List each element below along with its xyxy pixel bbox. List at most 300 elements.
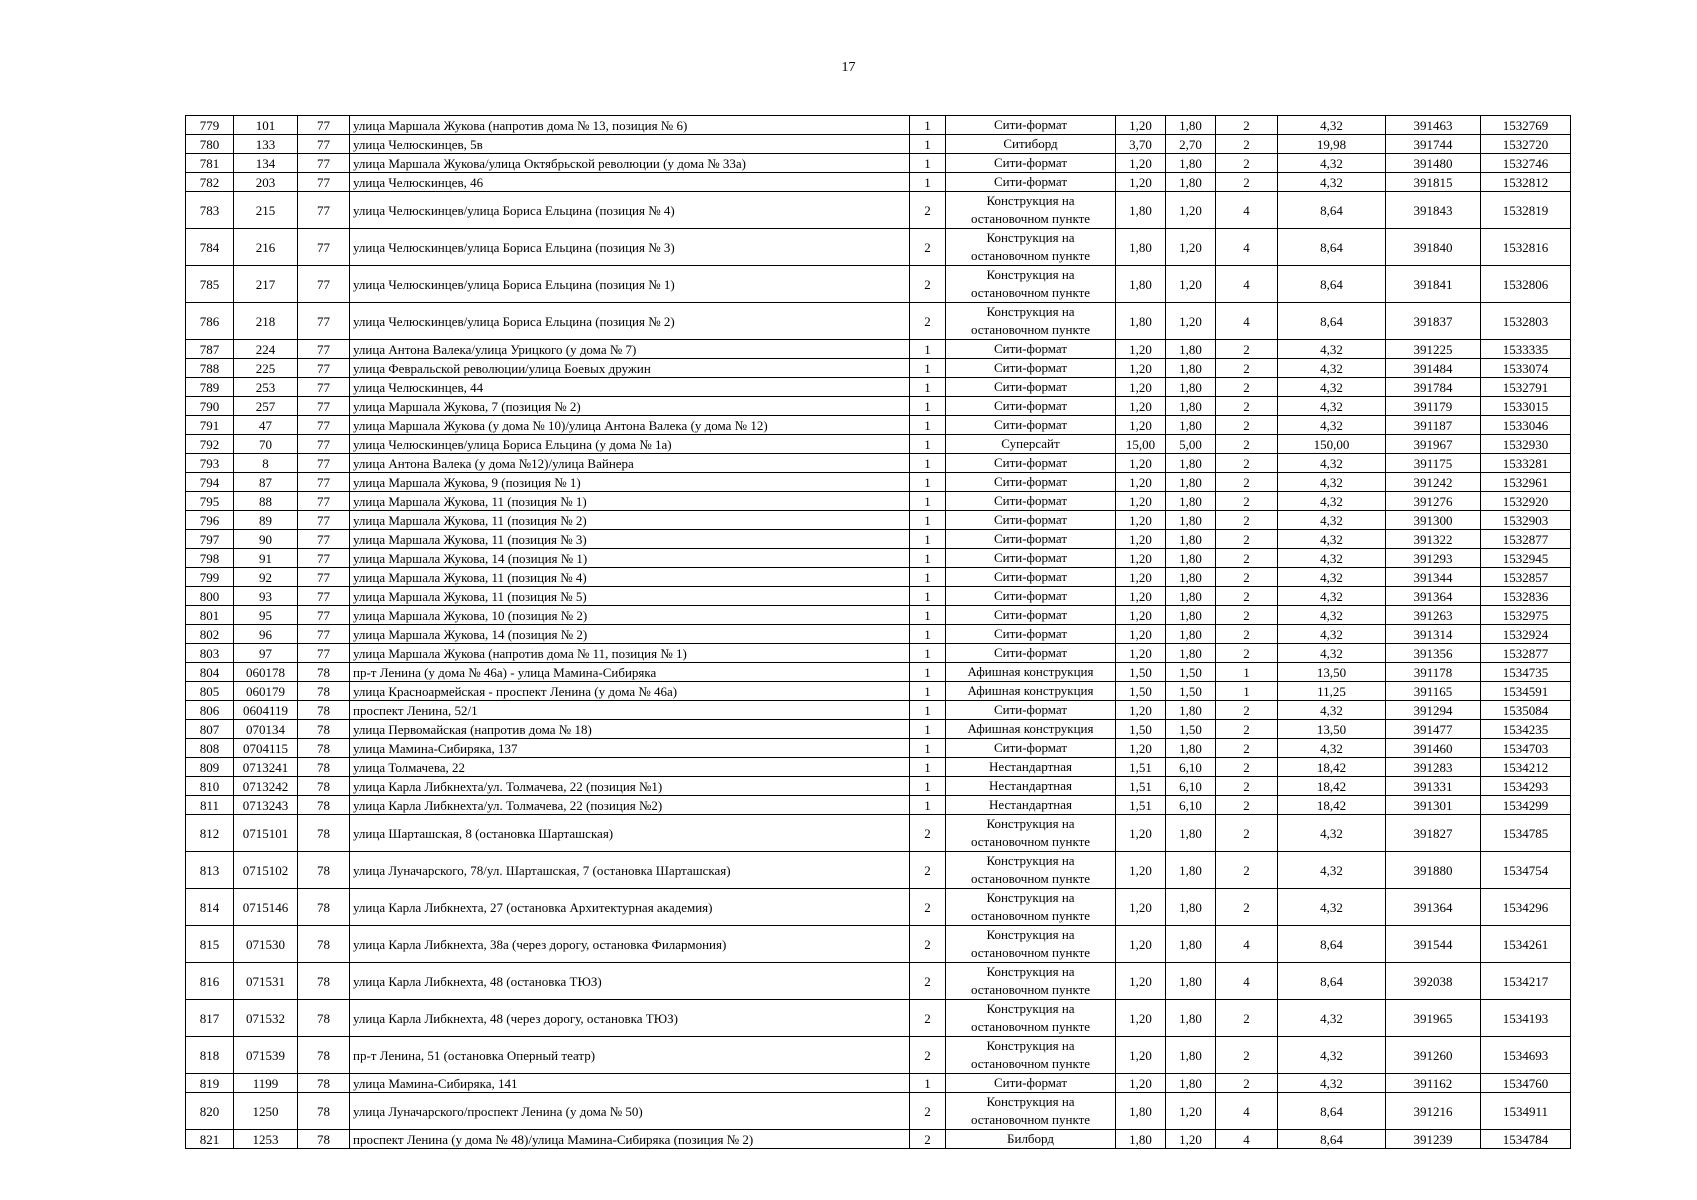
construction-type-cell: Сити-формат	[946, 625, 1116, 644]
object-id-cell: 70	[234, 435, 298, 454]
address-cell: улица Антона Валека/улица Урицкого (у дома № 7)	[350, 340, 910, 359]
height-cell: 2,70	[1166, 135, 1216, 154]
height-cell: 1,80	[1166, 154, 1216, 173]
coord-y-cell: 1532791	[1481, 378, 1571, 397]
coord-x-cell: 391239	[1386, 1130, 1481, 1149]
surface-count-cell: 2	[1216, 587, 1278, 606]
area-cell: 4,32	[1278, 378, 1386, 397]
table-row	[186, 154, 1571, 173]
address-cell: улица Карла Либкнехта/ул. Толмачева, 22 (позиция №1)	[350, 777, 910, 796]
coord-x-cell: 391179	[1386, 397, 1481, 416]
row-number-cell: 799	[186, 568, 234, 587]
district-code-cell: 78	[298, 663, 350, 682]
coord-x-cell: 391162	[1386, 1074, 1481, 1093]
sides-cell: 1	[910, 492, 946, 511]
address-cell: улица Маршала Жукова, 9 (позиция № 1)	[350, 473, 910, 492]
address-cell: улица Первомайская (напротив дома № 18)	[350, 720, 910, 739]
row-number-cell: 789	[186, 378, 234, 397]
width-cell: 1,20	[1116, 473, 1166, 492]
district-code-cell: 77	[298, 154, 350, 173]
width-cell: 1,20	[1116, 549, 1166, 568]
row-number-cell: 790	[186, 397, 234, 416]
table-row	[186, 530, 1571, 549]
construction-type-cell: Конструкция на остановочном пункте	[946, 1000, 1116, 1037]
table-row	[186, 587, 1571, 606]
height-cell: 1,20	[1166, 1093, 1216, 1130]
surface-count-cell: 2	[1216, 116, 1278, 135]
table-row	[186, 116, 1571, 135]
height-cell: 6,10	[1166, 777, 1216, 796]
coord-x-cell: 391322	[1386, 530, 1481, 549]
construction-type-cell: Нестандартная	[946, 758, 1116, 777]
construction-type-cell: Конструкция на остановочном пункте	[946, 1037, 1116, 1074]
area-cell: 4,32	[1278, 154, 1386, 173]
height-cell: 1,80	[1166, 1000, 1216, 1037]
row-number-cell: 804	[186, 663, 234, 682]
surface-count-cell: 2	[1216, 796, 1278, 815]
width-cell: 1,20	[1116, 963, 1166, 1000]
district-code-cell: 77	[298, 511, 350, 530]
address-cell: улица Маршала Жукова, 11 (позиция № 1)	[350, 492, 910, 511]
coord-y-cell: 1532836	[1481, 587, 1571, 606]
row-number-cell: 814	[186, 889, 234, 926]
area-cell: 8,64	[1278, 963, 1386, 1000]
sides-cell: 1	[910, 682, 946, 701]
surface-count-cell: 2	[1216, 359, 1278, 378]
height-cell: 1,20	[1166, 303, 1216, 340]
coord-y-cell: 1532945	[1481, 549, 1571, 568]
coord-y-cell: 1533281	[1481, 454, 1571, 473]
coord-x-cell: 391225	[1386, 340, 1481, 359]
width-cell: 1,80	[1116, 303, 1166, 340]
width-cell: 1,20	[1116, 116, 1166, 135]
width-cell: 1,20	[1116, 644, 1166, 663]
area-cell: 18,42	[1278, 796, 1386, 815]
width-cell: 1,51	[1116, 777, 1166, 796]
coord-y-cell: 1534760	[1481, 1074, 1571, 1093]
address-cell: улица Маршала Жукова, 11 (позиция № 4)	[350, 568, 910, 587]
surface-count-cell: 2	[1216, 701, 1278, 720]
surface-count-cell: 2	[1216, 340, 1278, 359]
surface-count-cell: 2	[1216, 758, 1278, 777]
object-id-cell: 215	[234, 192, 298, 229]
district-code-cell: 77	[298, 192, 350, 229]
table-row	[186, 549, 1571, 568]
width-cell: 1,20	[1116, 587, 1166, 606]
coord-x-cell: 391175	[1386, 454, 1481, 473]
sides-cell: 1	[910, 720, 946, 739]
coord-x-cell: 391260	[1386, 1037, 1481, 1074]
object-id-cell: 0713242	[234, 777, 298, 796]
coord-x-cell: 391187	[1386, 416, 1481, 435]
row-number-cell: 792	[186, 435, 234, 454]
table-row	[186, 266, 1571, 303]
height-cell: 1,80	[1166, 511, 1216, 530]
height-cell: 1,80	[1166, 492, 1216, 511]
width-cell: 1,20	[1116, 359, 1166, 378]
district-code-cell: 78	[298, 963, 350, 1000]
district-code-cell: 77	[298, 435, 350, 454]
coord-x-cell: 391837	[1386, 303, 1481, 340]
table-row	[186, 1130, 1571, 1149]
coord-y-cell: 1534293	[1481, 777, 1571, 796]
height-cell: 1,80	[1166, 378, 1216, 397]
sides-cell: 1	[910, 116, 946, 135]
sides-cell: 2	[910, 926, 946, 963]
sides-cell: 2	[910, 192, 946, 229]
table-row	[186, 397, 1571, 416]
sides-cell: 2	[910, 1037, 946, 1074]
district-code-cell: 78	[298, 720, 350, 739]
object-id-cell: 93	[234, 587, 298, 606]
table-row	[186, 796, 1571, 815]
sides-cell: 1	[910, 587, 946, 606]
construction-type-cell: Конструкция на остановочном пункте	[946, 266, 1116, 303]
coord-y-cell: 1534754	[1481, 852, 1571, 889]
address-cell: улица Челюскинцев, 5в	[350, 135, 910, 154]
row-number-cell: 809	[186, 758, 234, 777]
coord-x-cell: 391216	[1386, 1093, 1481, 1130]
coord-x-cell: 391965	[1386, 1000, 1481, 1037]
construction-type-cell: Сити-формат	[946, 154, 1116, 173]
surface-count-cell: 2	[1216, 889, 1278, 926]
surface-count-cell: 4	[1216, 1130, 1278, 1149]
object-id-cell: 253	[234, 378, 298, 397]
coord-x-cell: 391827	[1386, 815, 1481, 852]
surface-count-cell: 2	[1216, 739, 1278, 758]
construction-type-cell: Сити-формат	[946, 587, 1116, 606]
area-cell: 4,32	[1278, 530, 1386, 549]
coord-y-cell: 1534217	[1481, 963, 1571, 1000]
object-id-cell: 0713241	[234, 758, 298, 777]
object-id-cell: 1253	[234, 1130, 298, 1149]
district-code-cell: 78	[298, 889, 350, 926]
coord-x-cell: 391331	[1386, 777, 1481, 796]
area-cell: 8,64	[1278, 926, 1386, 963]
construction-type-cell: Афишная конструкция	[946, 682, 1116, 701]
object-id-cell: 91	[234, 549, 298, 568]
sides-cell: 1	[910, 154, 946, 173]
coord-y-cell: 1534735	[1481, 663, 1571, 682]
district-code-cell: 77	[298, 416, 350, 435]
area-cell: 4,32	[1278, 644, 1386, 663]
area-cell: 4,32	[1278, 511, 1386, 530]
width-cell: 1,50	[1116, 720, 1166, 739]
construction-type-cell: Конструкция на остановочном пункте	[946, 192, 1116, 229]
area-cell: 4,32	[1278, 473, 1386, 492]
row-number-cell: 791	[186, 416, 234, 435]
table-row	[186, 606, 1571, 625]
area-cell: 4,32	[1278, 416, 1386, 435]
row-number-cell: 783	[186, 192, 234, 229]
coord-y-cell: 1534785	[1481, 815, 1571, 852]
width-cell: 1,20	[1116, 173, 1166, 192]
construction-type-cell: Афишная конструкция	[946, 720, 1116, 739]
row-number-cell: 797	[186, 530, 234, 549]
width-cell: 1,20	[1116, 378, 1166, 397]
table-row	[186, 135, 1571, 154]
address-cell: улица Челюскинцев/улица Бориса Ельцина (позиция № 1)	[350, 266, 910, 303]
area-cell: 4,32	[1278, 1037, 1386, 1074]
coord-y-cell: 1533074	[1481, 359, 1571, 378]
coord-y-cell: 1533015	[1481, 397, 1571, 416]
row-number-cell: 813	[186, 852, 234, 889]
table-row	[186, 889, 1571, 926]
district-code-cell: 77	[298, 530, 350, 549]
sides-cell: 1	[910, 568, 946, 587]
object-id-cell: 203	[234, 173, 298, 192]
table-row	[186, 359, 1571, 378]
height-cell: 1,80	[1166, 963, 1216, 1000]
address-cell: улица Антона Валека (у дома №12)/улица Вайнера	[350, 454, 910, 473]
area-cell: 4,32	[1278, 625, 1386, 644]
width-cell: 1,20	[1116, 1037, 1166, 1074]
height-cell: 1,80	[1166, 815, 1216, 852]
construction-type-cell: Конструкция на остановочном пункте	[946, 852, 1116, 889]
sides-cell: 1	[910, 473, 946, 492]
district-code-cell: 78	[298, 701, 350, 720]
table-row	[186, 568, 1571, 587]
district-code-cell: 78	[298, 1130, 350, 1149]
surface-count-cell: 2	[1216, 568, 1278, 587]
district-code-cell: 78	[298, 1074, 350, 1093]
address-cell: улица Маршала Жукова/улица Октябрьской революции (у дома № 33а)	[350, 154, 910, 173]
object-id-cell: 87	[234, 473, 298, 492]
object-id-cell: 0715101	[234, 815, 298, 852]
area-cell: 4,32	[1278, 852, 1386, 889]
address-cell: улица Маршала Жукова, 10 (позиция № 2)	[350, 606, 910, 625]
district-code-cell: 77	[298, 625, 350, 644]
object-id-cell: 101	[234, 116, 298, 135]
district-code-cell: 77	[298, 606, 350, 625]
construction-type-cell: Сити-формат	[946, 454, 1116, 473]
construction-type-cell: Сити-формат	[946, 739, 1116, 758]
width-cell: 1,20	[1116, 739, 1166, 758]
object-id-cell: 257	[234, 397, 298, 416]
construction-type-cell: Сити-формат	[946, 511, 1116, 530]
table-row	[186, 416, 1571, 435]
object-id-cell: 071530	[234, 926, 298, 963]
row-number-cell: 800	[186, 587, 234, 606]
object-id-cell: 060178	[234, 663, 298, 682]
width-cell: 1,80	[1116, 266, 1166, 303]
surface-count-cell: 2	[1216, 397, 1278, 416]
coord-y-cell: 1534235	[1481, 720, 1571, 739]
width-cell: 1,51	[1116, 796, 1166, 815]
object-id-cell: 1199	[234, 1074, 298, 1093]
address-cell: улица Челюскинцев, 46	[350, 173, 910, 192]
coord-x-cell: 391165	[1386, 682, 1481, 701]
table-row	[186, 644, 1571, 663]
object-id-cell: 133	[234, 135, 298, 154]
surface-count-cell: 2	[1216, 815, 1278, 852]
district-code-cell: 77	[298, 229, 350, 266]
object-id-cell: 071531	[234, 963, 298, 1000]
object-id-cell: 0713243	[234, 796, 298, 815]
sides-cell: 1	[910, 625, 946, 644]
surface-count-cell: 4	[1216, 303, 1278, 340]
width-cell: 1,20	[1116, 701, 1166, 720]
surface-count-cell: 2	[1216, 173, 1278, 192]
district-code-cell: 77	[298, 173, 350, 192]
area-cell: 8,64	[1278, 303, 1386, 340]
area-cell: 4,32	[1278, 587, 1386, 606]
address-cell: пр-т Ленина (у дома № 46а) - улица Мамина-Сибиряка	[350, 663, 910, 682]
sides-cell: 2	[910, 229, 946, 266]
object-id-cell: 47	[234, 416, 298, 435]
coord-x-cell: 391784	[1386, 378, 1481, 397]
row-number-cell: 817	[186, 1000, 234, 1037]
area-cell: 18,42	[1278, 777, 1386, 796]
width-cell: 1,20	[1116, 511, 1166, 530]
object-id-cell: 96	[234, 625, 298, 644]
table-row	[186, 173, 1571, 192]
sides-cell: 2	[910, 852, 946, 889]
area-cell: 4,32	[1278, 815, 1386, 852]
surface-count-cell: 2	[1216, 435, 1278, 454]
sides-cell: 1	[910, 1074, 946, 1093]
row-number-cell: 793	[186, 454, 234, 473]
area-cell: 4,32	[1278, 701, 1386, 720]
address-cell: улица Карла Либкнехта, 38а (через дорогу, остановка Филармония)	[350, 926, 910, 963]
address-cell: улица Карла Либкнехта, 27 (остановка Архитектурная академия)	[350, 889, 910, 926]
district-code-cell: 77	[298, 359, 350, 378]
surface-count-cell: 2	[1216, 852, 1278, 889]
row-number-cell: 810	[186, 777, 234, 796]
width-cell: 1,20	[1116, 530, 1166, 549]
coord-y-cell: 1532877	[1481, 644, 1571, 663]
coord-x-cell: 391967	[1386, 435, 1481, 454]
address-cell: улица Шарташская, 8 (остановка Шарташская)	[350, 815, 910, 852]
construction-type-cell: Конструкция на остановочном пункте	[946, 926, 1116, 963]
coord-y-cell: 1534911	[1481, 1093, 1571, 1130]
object-id-cell: 070134	[234, 720, 298, 739]
sides-cell: 2	[910, 889, 946, 926]
coord-y-cell: 1532746	[1481, 154, 1571, 173]
height-cell: 1,80	[1166, 701, 1216, 720]
coord-x-cell: 391460	[1386, 739, 1481, 758]
table-body	[186, 116, 1571, 1149]
coord-y-cell: 1534693	[1481, 1037, 1571, 1074]
coord-x-cell: 391301	[1386, 796, 1481, 815]
sides-cell: 1	[910, 135, 946, 154]
district-code-cell: 77	[298, 266, 350, 303]
row-number-cell: 784	[186, 229, 234, 266]
table-row	[186, 473, 1571, 492]
coord-y-cell: 1534212	[1481, 758, 1571, 777]
width-cell: 1,20	[1116, 454, 1166, 473]
district-code-cell: 77	[298, 397, 350, 416]
row-number-cell: 811	[186, 796, 234, 815]
sides-cell: 1	[910, 530, 946, 549]
district-code-cell: 78	[298, 758, 350, 777]
district-code-cell: 78	[298, 777, 350, 796]
row-number-cell: 820	[186, 1093, 234, 1130]
coord-y-cell: 1534299	[1481, 796, 1571, 815]
surface-count-cell: 4	[1216, 926, 1278, 963]
table-row	[186, 963, 1571, 1000]
surface-count-cell: 2	[1216, 1000, 1278, 1037]
area-cell: 18,42	[1278, 758, 1386, 777]
height-cell: 6,10	[1166, 796, 1216, 815]
address-cell: улица Маршала Жукова (напротив дома № 11, позиция № 1)	[350, 644, 910, 663]
coord-x-cell: 391815	[1386, 173, 1481, 192]
construction-type-cell: Конструкция на остановочном пункте	[946, 889, 1116, 926]
object-id-cell: 216	[234, 229, 298, 266]
table-row	[186, 777, 1571, 796]
district-code-cell: 77	[298, 568, 350, 587]
coord-y-cell: 1532961	[1481, 473, 1571, 492]
surface-count-cell: 4	[1216, 192, 1278, 229]
surface-count-cell: 4	[1216, 1093, 1278, 1130]
width-cell: 1,20	[1116, 340, 1166, 359]
row-number-cell: 802	[186, 625, 234, 644]
table-row	[186, 1037, 1571, 1074]
address-cell: улица Челюскинцев/улица Бориса Ельцина (у дома № 1а)	[350, 435, 910, 454]
district-code-cell: 77	[298, 116, 350, 135]
table-row	[186, 852, 1571, 889]
row-number-cell: 816	[186, 963, 234, 1000]
width-cell: 1,20	[1116, 889, 1166, 926]
height-cell: 1,80	[1166, 359, 1216, 378]
coord-y-cell: 1533046	[1481, 416, 1571, 435]
sides-cell: 2	[910, 963, 946, 1000]
address-cell: улица Февральской революции/улица Боевых дружин	[350, 359, 910, 378]
district-code-cell: 78	[298, 815, 350, 852]
area-cell: 8,64	[1278, 229, 1386, 266]
construction-type-cell: Сити-формат	[946, 378, 1116, 397]
surface-count-cell: 2	[1216, 473, 1278, 492]
surface-count-cell: 2	[1216, 644, 1278, 663]
width-cell: 1,20	[1116, 926, 1166, 963]
table-row	[186, 492, 1571, 511]
area-cell: 4,32	[1278, 359, 1386, 378]
table-row	[186, 340, 1571, 359]
surface-count-cell: 2	[1216, 416, 1278, 435]
sides-cell: 1	[910, 644, 946, 663]
height-cell: 1,80	[1166, 549, 1216, 568]
construction-type-cell: Сити-формат	[946, 530, 1116, 549]
table-row	[186, 192, 1571, 229]
coord-x-cell: 391840	[1386, 229, 1481, 266]
construction-type-cell: Сити-формат	[946, 644, 1116, 663]
row-number-cell: 801	[186, 606, 234, 625]
coord-x-cell: 391480	[1386, 154, 1481, 173]
row-number-cell: 815	[186, 926, 234, 963]
address-cell: улица Челюскинцев, 44	[350, 378, 910, 397]
coord-y-cell: 1532816	[1481, 229, 1571, 266]
registry-table	[185, 115, 1571, 1149]
width-cell: 1,20	[1116, 416, 1166, 435]
area-cell: 4,32	[1278, 397, 1386, 416]
row-number-cell: 785	[186, 266, 234, 303]
surface-count-cell: 2	[1216, 720, 1278, 739]
surface-count-cell: 4	[1216, 266, 1278, 303]
area-cell: 4,32	[1278, 739, 1386, 758]
coord-y-cell: 1532819	[1481, 192, 1571, 229]
construction-type-cell: Сити-формат	[946, 359, 1116, 378]
surface-count-cell: 2	[1216, 1037, 1278, 1074]
area-cell: 8,64	[1278, 1130, 1386, 1149]
sides-cell: 1	[910, 340, 946, 359]
sides-cell: 1	[910, 663, 946, 682]
coord-x-cell: 391463	[1386, 116, 1481, 135]
object-id-cell: 88	[234, 492, 298, 511]
width-cell: 1,20	[1116, 606, 1166, 625]
height-cell: 1,80	[1166, 625, 1216, 644]
coord-x-cell: 392038	[1386, 963, 1481, 1000]
district-code-cell: 77	[298, 378, 350, 397]
